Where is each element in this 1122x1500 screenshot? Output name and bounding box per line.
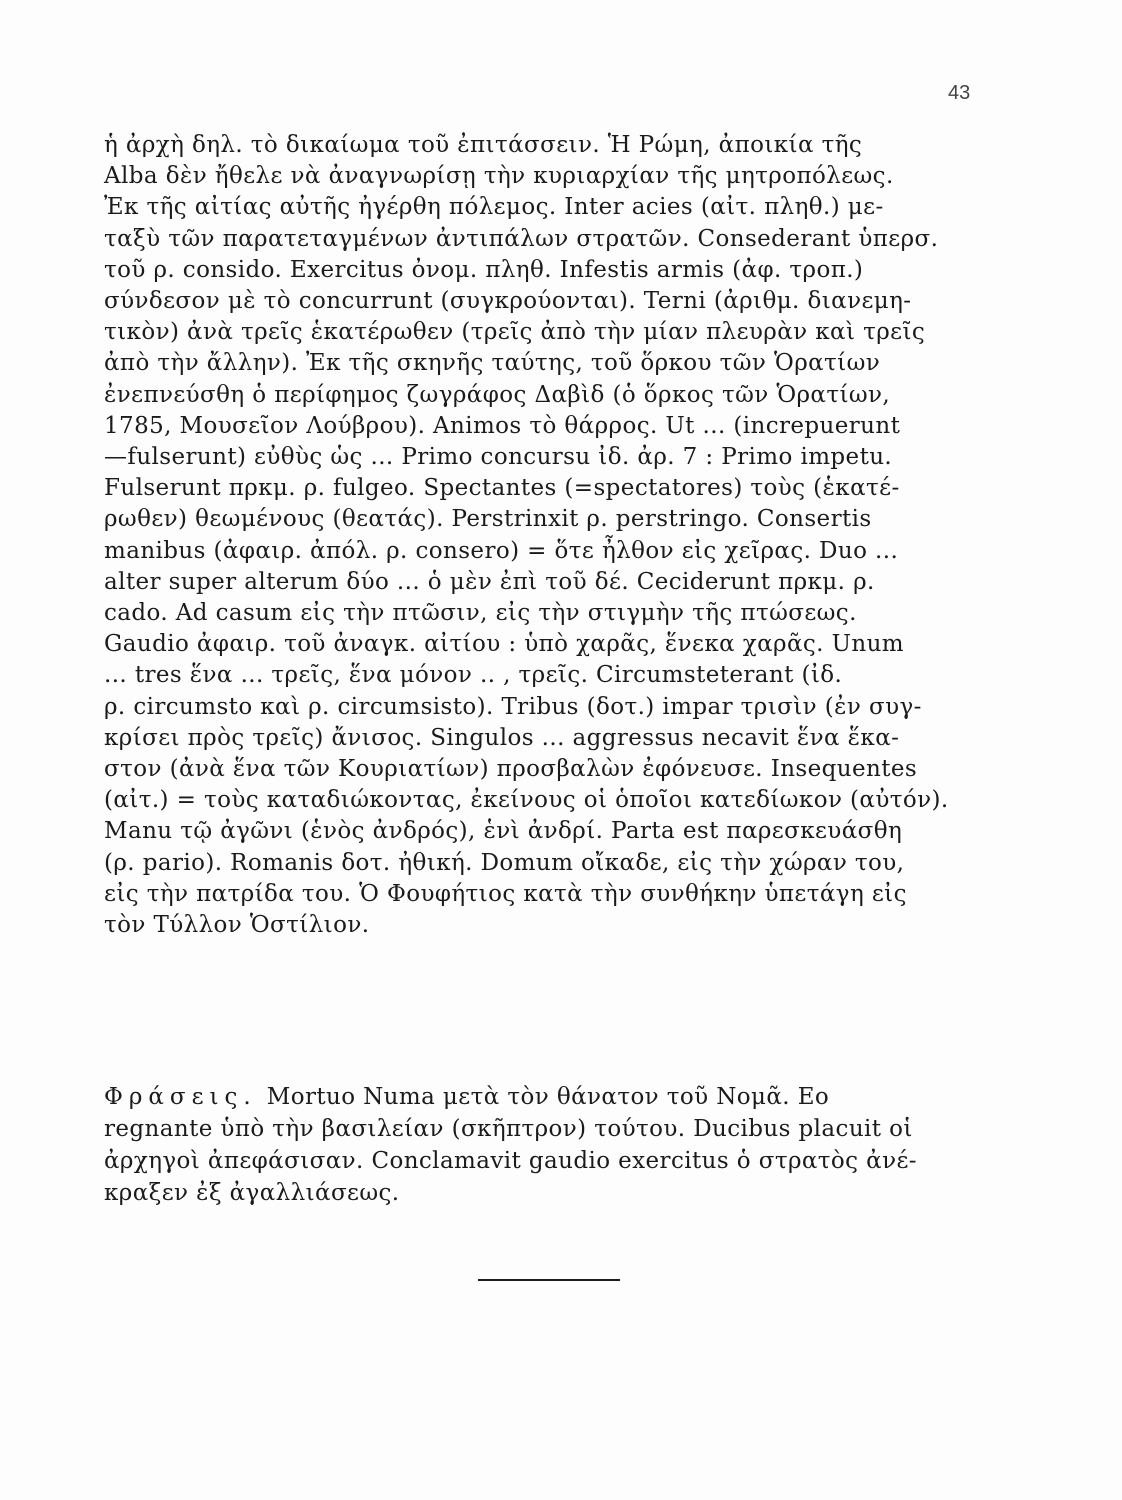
- text-line: manibus (ἀφαιρ. ἀπόλ. ρ. consero) = ὅτε ἦλθον εἰς χεῖρας. Duo ...: [104, 538, 899, 564]
- text-line: cado. Ad casum εἰς τὴν πτῶσιν, εἰς τὴν στιγμὴν τῆς πτώσεως.: [104, 600, 857, 626]
- text-line: 1785, Μουσεῖον Λούβρου). Animos τὸ θάρρος. Ut ... (increpuerunt: [104, 413, 901, 439]
- text-line: Manu τῷ ἀγῶνι (ἑνὸς ἀνδρός), ἑνὶ ἀνδρί. Parta est παρεσκευάσθη: [104, 818, 903, 844]
- text-line: (ρ. pario). Romanis δοτ. ἠθική. Domum οἴκαδε, εἰς τὴν χώραν του,: [104, 850, 905, 876]
- text-line: alter super alterum δύο ... ὁ μὲν ἐπὶ τοῦ δέ. Ceciderunt πρκμ. ρ.: [104, 569, 875, 595]
- text-line: Ἐκ τῆς αἰτίας αὐτῆς ἠγέρθη πόλεμος. Inter acies (αἰτ. πληθ.) με-: [104, 194, 884, 220]
- text-line: Alba δὲν ἤθελε νὰ ἀναγνωρίσῃ τὴν κυριαρχίαν τῆς μητροπόλεως.: [104, 163, 894, 189]
- text-line: ἡ ἀρχὴ δηλ. τὸ δικαίωμα τοῦ ἐπιτάσσειν. Ἡ Ρώμη, ἀποικία τῆς: [104, 132, 863, 158]
- text-line: εἰς τὴν πατρίδα του. Ὁ Φουφήτιος κατὰ τὴν συνθήκην ὑπετάγη εἰς: [104, 881, 907, 907]
- text-line: κρίσει πρὸς τρεῖς) ἄνισος. Singulos ... aggressus necavit ἕνα ἕκα-: [104, 725, 900, 751]
- text-line: στον (ἀνὰ ἕνα τῶν Κουριατίων) προσβαλὼν ἐφόνευσε. Insequentes: [104, 756, 918, 782]
- phrases-line: Mortuo Numa μετὰ τὸν θάνατον τοῦ Νομᾶ. Eo: [266, 1084, 830, 1110]
- text-line: σύνδεσον μὲ τὸ concurrunt (συγκρούονται). Terni (ἀριθμ. διανεμη-: [104, 288, 912, 314]
- text-line: Fulserunt πρκμ. ρ. fulgeo. Spectantes (=spectatores) τοὺς (ἑκατέ-: [104, 475, 900, 501]
- section-divider-rule: [478, 1279, 620, 1281]
- page-number: 43: [948, 82, 971, 104]
- phrases-heading: Φράσεις.: [104, 1084, 257, 1110]
- text-line: τοῦ ρ. consido. Exercitus ὀνομ. πληθ. Infestis armis (ἀφ. τροπ.): [104, 257, 864, 283]
- text-line: ... tres ἕνα ... τρεῖς, ἕνα μόνον .. , τρεῖς. Circumsteterant (ἰδ.: [104, 662, 843, 688]
- phrases-heading-line: [104, 1082, 829, 1112]
- text-line: ρ. circumsto καὶ ρ. circumsisto). Tribus (δοτ.) impar τρισὶν (ἐν συγ-: [104, 694, 922, 720]
- phrases-line: ἀρχηγοὶ ἀπεφάσισαν. Conclamavit gaudio exercitus ὁ στρατὸς ἀνέ-: [104, 1148, 917, 1174]
- phrases-line: regnante ὑπὸ τὴν βασιλείαν (σκῆπτρον) τούτου. Ducibus placuit οἱ: [104, 1116, 913, 1142]
- text-line: Gaudio ἀφαιρ. τοῦ ἀναγκ. αἰτίου : ὑπὸ χαρᾶς, ἕνεκα χαρᾶς. Unum: [104, 631, 904, 657]
- text-line: ἐνεπνεύσθη ὁ περίφημος ζωγράφος Δαβὶδ (ὁ ὅρκος τῶν Ὁρατίων,: [104, 382, 891, 408]
- text-line: ρωθεν) θεωμένους (θεατάς). Perstrinxit ρ. perstringo. Consertis: [104, 506, 872, 532]
- phrases-line: κραξεν ἐξ ἀγαλλιάσεως.: [104, 1180, 400, 1206]
- text-line: τὸν Τύλλον Ὁστίλιον.: [104, 912, 370, 938]
- text-line: —fulserunt) εὐθὺς ὡς ... Primo concursu ἰδ. ἀρ. 7 : Primo impetu.: [104, 444, 893, 470]
- text-line: ταξὺ τῶν παρατεταγμένων ἀντιπάλων στρατῶν. Consederant ὑπερσ.: [104, 226, 939, 252]
- text-line: ἀπὸ τὴν ἄλλην). Ἐκ τῆς σκηνῆς ταύτης, τοῦ ὅρκου τῶν Ὁρατίων: [104, 350, 881, 376]
- text-line: (αἰτ.) = τοὺς καταδιώκοντας, ἐκείνους οἱ ὁποῖοι κατεδίωκον (αὐτόν).: [104, 787, 949, 813]
- text-line: τικὸν) ἀνὰ τρεῖς ἑκατέρωθεν (τρεῖς ἀπὸ τὴν μίαν πλευρὰν καὶ τρεῖς: [104, 319, 926, 345]
